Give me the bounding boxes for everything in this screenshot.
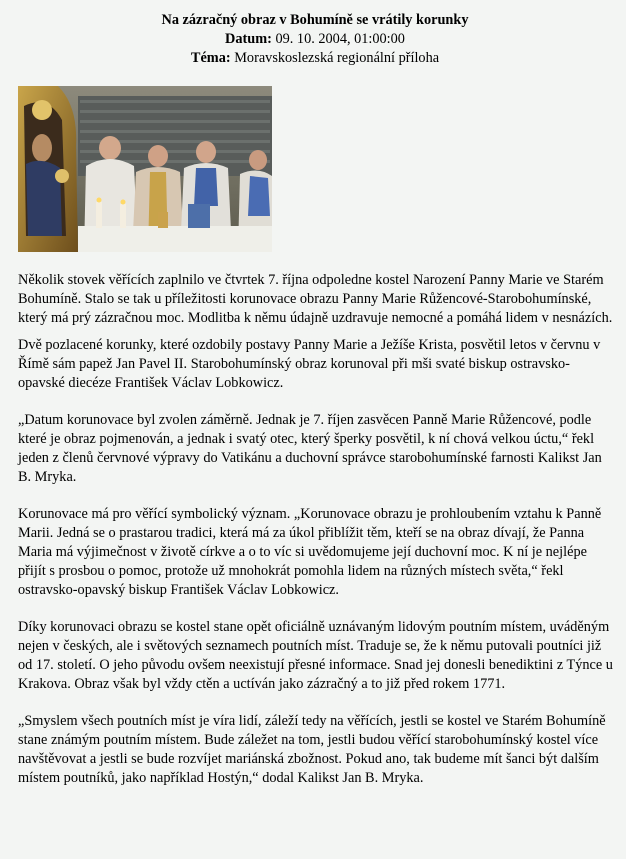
date-label: Datum: — [225, 31, 272, 47]
coronation-mass-photo — [18, 86, 272, 252]
paragraph-4: Korunovace má pro věřící symbolický význam. „Korunovace obrazu je prohloubením vztahu k Panně Marii. Jedná se o prastarou tradici, která má za úkol přiblížit těm, kteří se na obraz dívají, že Panna Maria má výjimečnost v životě církve a o to víc si uvědomujeme její duchovní moc. K ní je nejlépe přijít s prosbou o pomoc, protože už mnohokrát pomohla lidem na různých místech světa,“ řekl ostravsko-opavský biskup František Václav Lobkowicz. — [18, 506, 602, 598]
topic-value: Moravskoslezská regionální příloha — [234, 50, 440, 66]
article-title: Na zázračný obraz v Bohumíně se vrátily korunky — [161, 12, 469, 28]
paragraph-5: Díky korunovaci obrazu se kostel stane opět oficiálně uznávaným lidovým poutním místem, uváděným nejen v českých, ale i světových seznamech poutních míst. Traduje se, že k němu putovali poutníci již od 17. století. O jeho původu ovšem neexistují přesné informace. Snad jej donesli benediktini z Týnce u Krakova. Obraz však byl vždy ctěn a uctíván jako zázračný a to již před rokem 1771. — [18, 619, 613, 692]
date-line — [18, 30, 612, 49]
paragraph-2: Dvě pozlacené korunky, které ozdobily postavy Panny Marie a Ježíše Krista, posvětil letos v červnu v Římě sám papež Jan Pavel II. Starobohumínský obraz korunoval při mši svaté biskup ostravsko-opavské diecéze František Václav Lobkowicz. — [18, 337, 601, 391]
topic-line — [18, 49, 612, 68]
paragraph-6: „Smyslem všech poutních míst je víra lidí, záleží tedy na věřících, jestli se kostel ve Starém Bohumíně stane známým poutním místem. Bude záležet na tom, jestli budou věřící starobohumínský kostel více navštěvovat a jestli se bude rozvíjet mariánská zbožnost. Pokud ano, tak budeme mít šanci být dalším místem poutníků, jako například Hostýn,“ dodal Kalikst Jan B. Mryka. — [18, 713, 606, 786]
article-header — [18, 0, 612, 68]
paragraph-1: Několik stovek věřících zaplnilo ve čtvrtek 7. října odpoledne kostel Narození Panny Marie ve Starém Bohumíně. Stalo se tak u příležitosti korunovace obrazu Panny Marie Růžencové-Starobohumínské, který má prý zázračnou moc. Modlitba k němu údajně uzdravuje nemocné a pomáhá lidem v nesnázích. — [18, 272, 613, 326]
article-photo — [18, 86, 272, 252]
article-body — [18, 271, 614, 788]
date-value: 09. 10. 2004, 01:00:00 — [275, 31, 405, 47]
paragraph-3: „Datum korunovace byl zvolen záměrně. Jednak je 7. říjen zasvěcen Panně Marie Růžencové, podle které je obraz pojmenován, a jednak i svatý otec, který šperky posvětil, k ní chová velkou úctu,“ řekl jeden z členů červnové výpravy do Vatikánu a duchovní správce starobohumínské farnosti Kalikst Jan B. Mryka. — [18, 412, 602, 485]
topic-label: Téma: — [190, 50, 231, 66]
